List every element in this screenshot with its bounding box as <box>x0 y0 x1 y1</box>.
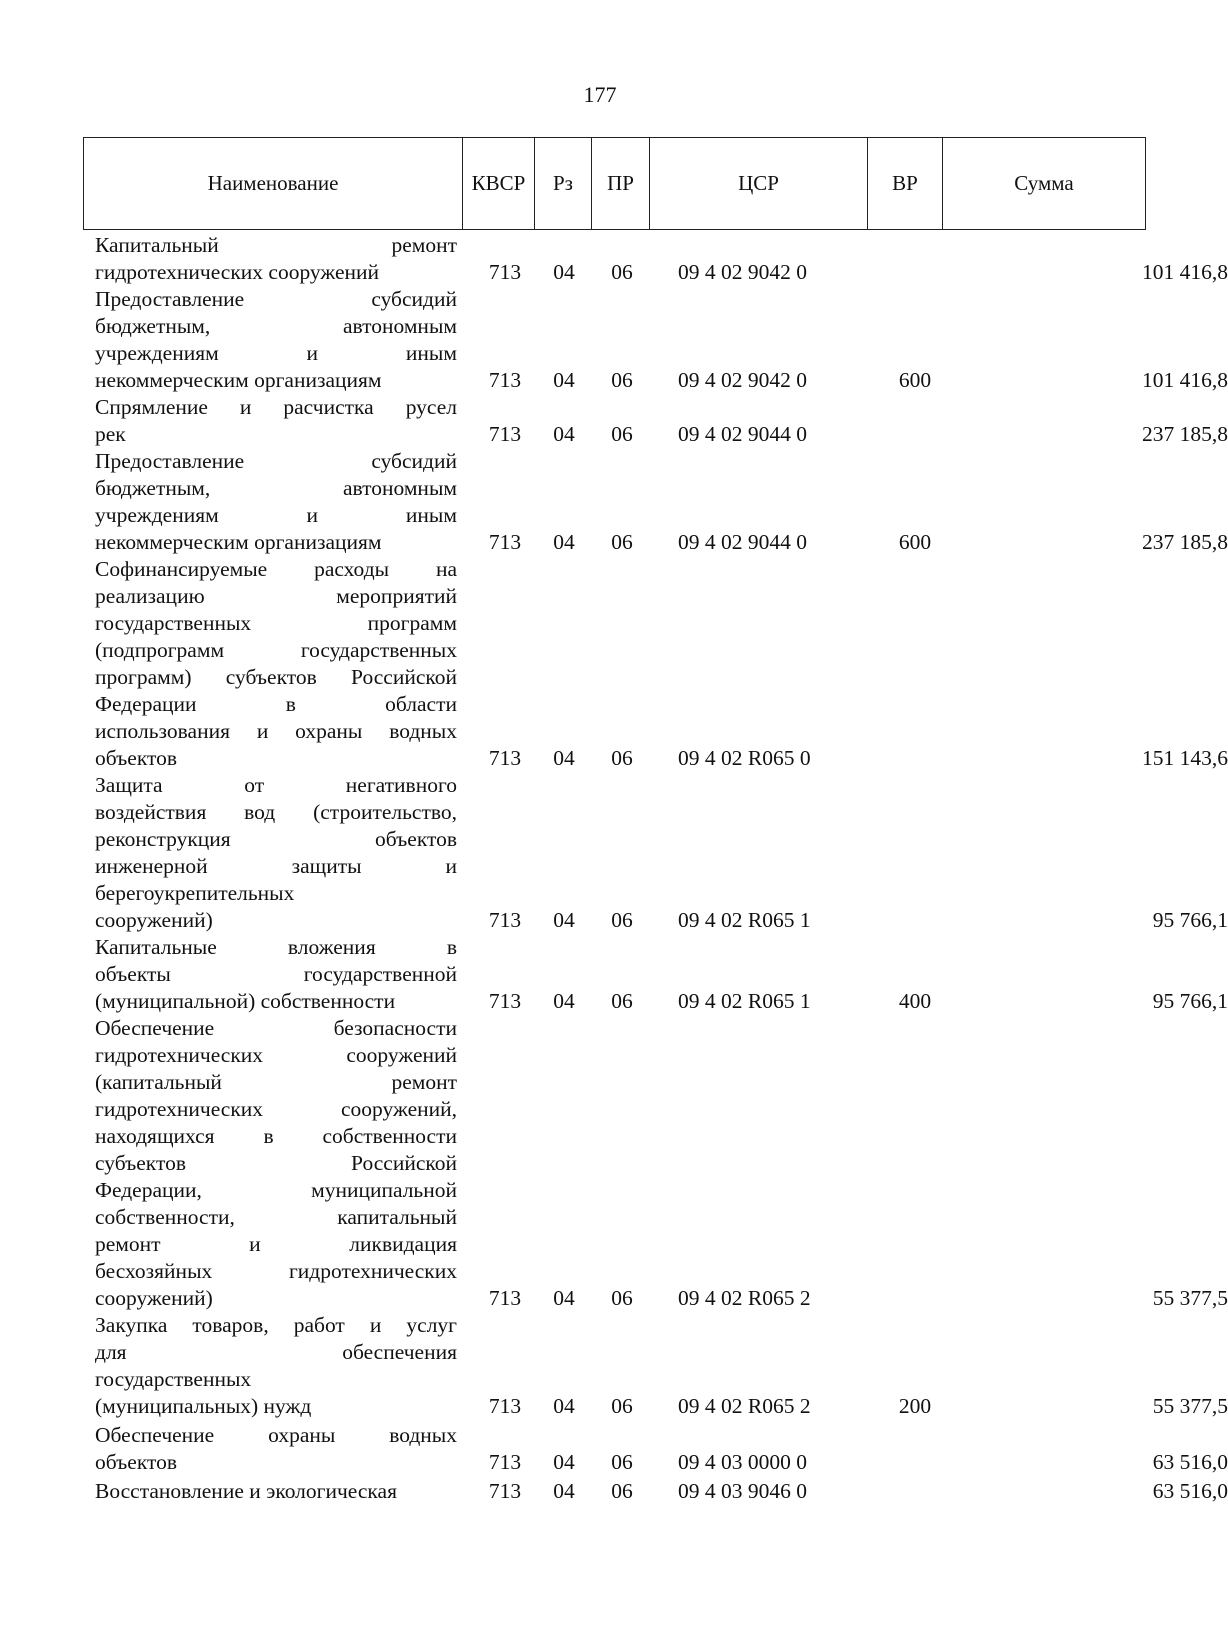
table-row <box>95 1422 1228 1476</box>
row-kvsr: 713 <box>488 989 522 1013</box>
row-name-line: бесхозяйных гидротехнических <box>95 1259 457 1283</box>
row-pr: 06 <box>611 908 633 932</box>
row-rz: 04 <box>553 746 575 770</box>
row-name-line: Закупка товаров, работ и услуг <box>95 1313 457 1337</box>
row-sum: 101 416,8 <box>1142 368 1228 392</box>
row-rz: 04 <box>553 1479 575 1503</box>
row-name-line: Восстановление и экологическая <box>95 1479 397 1503</box>
row-kvsr: 713 <box>488 1479 522 1503</box>
row-csr: 09 4 02 R065 2 <box>678 1286 811 1310</box>
row-name-line: сооружений) <box>95 908 213 932</box>
row-vr: 600 <box>898 368 932 392</box>
header-sum: Сумма <box>1014 171 1074 195</box>
row-name-line: берегоукрепительных <box>95 881 295 905</box>
row-sum: 63 516,0 <box>1152 1479 1228 1503</box>
row-name-line: Спрямление и расчистка русел <box>95 395 457 419</box>
header-kvsr: КВСР <box>463 138 535 229</box>
row-name-line: Федерации, муниципальной <box>95 1178 457 1202</box>
header-name: Наименование <box>84 138 463 229</box>
row-name-line: инженерной защиты и <box>95 854 457 878</box>
row-name-line: бюджетным, автономным <box>95 314 457 338</box>
row-name-line: Капитальные вложения в <box>95 935 457 959</box>
row-rz: 04 <box>553 989 575 1013</box>
row-pr: 06 <box>611 368 633 392</box>
row-pr: 06 <box>611 1479 633 1503</box>
row-pr: 06 <box>611 260 633 284</box>
table-row <box>95 448 1228 556</box>
row-name-line: Софинансируемые расходы на <box>95 557 457 581</box>
row-csr: 09 4 02 R065 0 <box>678 746 811 770</box>
row-name-line: (капитальный ремонт <box>95 1070 457 1094</box>
row-rz: 04 <box>553 422 575 446</box>
row-kvsr: 713 <box>488 746 522 770</box>
row-name-line: рек <box>95 422 126 446</box>
table-row <box>95 1312 1228 1420</box>
row-name-line: ремонт и ликвидация <box>95 1232 457 1256</box>
row-name-line: Обеспечение охраны водных <box>95 1423 457 1447</box>
row-csr: 09 4 02 R065 1 <box>678 989 811 1013</box>
row-sum: 151 143,6 <box>1142 746 1228 770</box>
table-row <box>95 772 1228 934</box>
table-row <box>95 934 1228 1015</box>
row-name-line: Обеспечение безопасности <box>95 1016 457 1040</box>
row-pr: 06 <box>611 746 633 770</box>
row-name-line: Защита от негативного <box>95 773 457 797</box>
row-name-line: сооружений) <box>95 1286 213 1310</box>
table-body <box>95 232 1228 1505</box>
row-pr: 06 <box>611 1286 633 1310</box>
row-rz: 04 <box>553 530 575 554</box>
row-sum: 95 766,1 <box>1152 908 1228 932</box>
row-name-line: некоммерческим организациям <box>95 530 382 554</box>
row-rz: 04 <box>553 368 575 392</box>
row-name-line: бюджетным, автономным <box>95 476 457 500</box>
row-rz: 04 <box>553 908 575 932</box>
row-pr: 06 <box>611 530 633 554</box>
row-csr: 09 4 02 9042 0 <box>678 368 807 392</box>
row-name-line: (муниципальной) собственности <box>95 989 396 1013</box>
header-rz: Рз <box>535 138 592 229</box>
table-header <box>83 137 1146 230</box>
row-vr: 400 <box>898 989 932 1013</box>
row-pr: 06 <box>611 422 633 446</box>
row-name-line: объектов <box>95 1450 177 1474</box>
header-pr: ПР <box>592 138 650 229</box>
row-kvsr: 713 <box>488 908 522 932</box>
row-csr: 09 4 02 R065 2 <box>678 1394 811 1418</box>
row-name-line: гидротехнических сооружений <box>95 260 380 284</box>
row-sum: 101 416,8 <box>1142 260 1228 284</box>
row-vr: 200 <box>898 1394 932 1418</box>
row-kvsr: 713 <box>488 1286 522 1310</box>
row-name-line: некоммерческим организациям <box>95 368 382 392</box>
header-csr: ЦСР <box>650 138 868 229</box>
table-row <box>95 1478 1228 1505</box>
row-name-line: Предоставление субсидий <box>95 449 457 473</box>
row-csr: 09 4 02 9044 0 <box>678 422 807 446</box>
row-sum: 237 185,8 <box>1142 422 1228 446</box>
row-name-line: государственных <box>95 1367 252 1391</box>
row-pr: 06 <box>611 1450 633 1474</box>
row-csr: 09 4 03 0000 0 <box>678 1450 807 1474</box>
row-kvsr: 713 <box>488 422 522 446</box>
row-csr: 09 4 02 9042 0 <box>678 260 807 284</box>
row-name-line: государственных программ <box>95 611 457 635</box>
row-name-line: учреждениям и иным <box>95 341 457 365</box>
row-name-line: программ) субъектов Российской <box>95 665 457 689</box>
row-rz: 04 <box>553 1450 575 1474</box>
row-rz: 04 <box>553 1394 575 1418</box>
row-kvsr: 713 <box>488 368 522 392</box>
row-name-line: Предоставление субсидий <box>95 287 457 311</box>
row-rz: 04 <box>553 260 575 284</box>
table-row <box>95 394 1228 448</box>
row-name-line: воздействия вод (строительство, <box>95 800 457 824</box>
row-kvsr: 713 <box>488 260 522 284</box>
table-row <box>95 556 1228 772</box>
header-vr: ВР <box>868 138 943 229</box>
row-name-line: учреждениям и иным <box>95 503 457 527</box>
row-name-line: (муниципальных) нужд <box>95 1394 312 1418</box>
row-sum: 237 185,8 <box>1142 530 1228 554</box>
row-name-line: гидротехнических сооружений, <box>95 1097 457 1121</box>
row-name-line: объекты государственной <box>95 962 457 986</box>
row-vr: 600 <box>898 530 932 554</box>
row-csr: 09 4 02 R065 1 <box>678 908 811 932</box>
row-kvsr: 713 <box>488 1394 522 1418</box>
row-name-line: гидротехнических сооружений <box>95 1043 457 1067</box>
row-rz: 04 <box>553 1286 575 1310</box>
row-kvsr: 713 <box>488 530 522 554</box>
row-name-line: Капитальный ремонт <box>95 233 457 257</box>
row-name-line: собственности, капитальный <box>95 1205 457 1229</box>
row-name-line: использования и охраны водных <box>95 719 457 743</box>
row-name <box>95 556 457 772</box>
row-name-line: находящихся в собственности <box>95 1124 457 1148</box>
table-row <box>95 286 1228 394</box>
row-name-line: Федерации в области <box>95 692 457 716</box>
row-name <box>95 1015 457 1312</box>
row-name-line: для обеспечения <box>95 1340 457 1364</box>
row-sum: 55 377,5 <box>1152 1286 1228 1310</box>
row-name-line: реконструкция объектов <box>95 827 457 851</box>
table-row <box>95 1015 1228 1312</box>
row-kvsr: 713 <box>488 1450 522 1474</box>
row-name-line: субъектов Российской <box>95 1151 457 1175</box>
row-csr: 09 4 02 9044 0 <box>678 530 807 554</box>
row-name-line: объектов <box>95 746 177 770</box>
row-pr: 06 <box>611 1394 633 1418</box>
row-csr: 09 4 03 9046 0 <box>678 1479 807 1503</box>
row-sum: 95 766,1 <box>1152 989 1228 1013</box>
row-name-line: реализацию мероприятий <box>95 584 457 608</box>
row-name-line: (подпрограмм государственных <box>95 638 457 662</box>
row-sum: 55 377,5 <box>1152 1394 1228 1418</box>
row-pr: 06 <box>611 989 633 1013</box>
row-sum: 63 516,0 <box>1152 1450 1228 1474</box>
page-number: 177 <box>583 82 617 107</box>
table-row <box>95 232 1228 286</box>
